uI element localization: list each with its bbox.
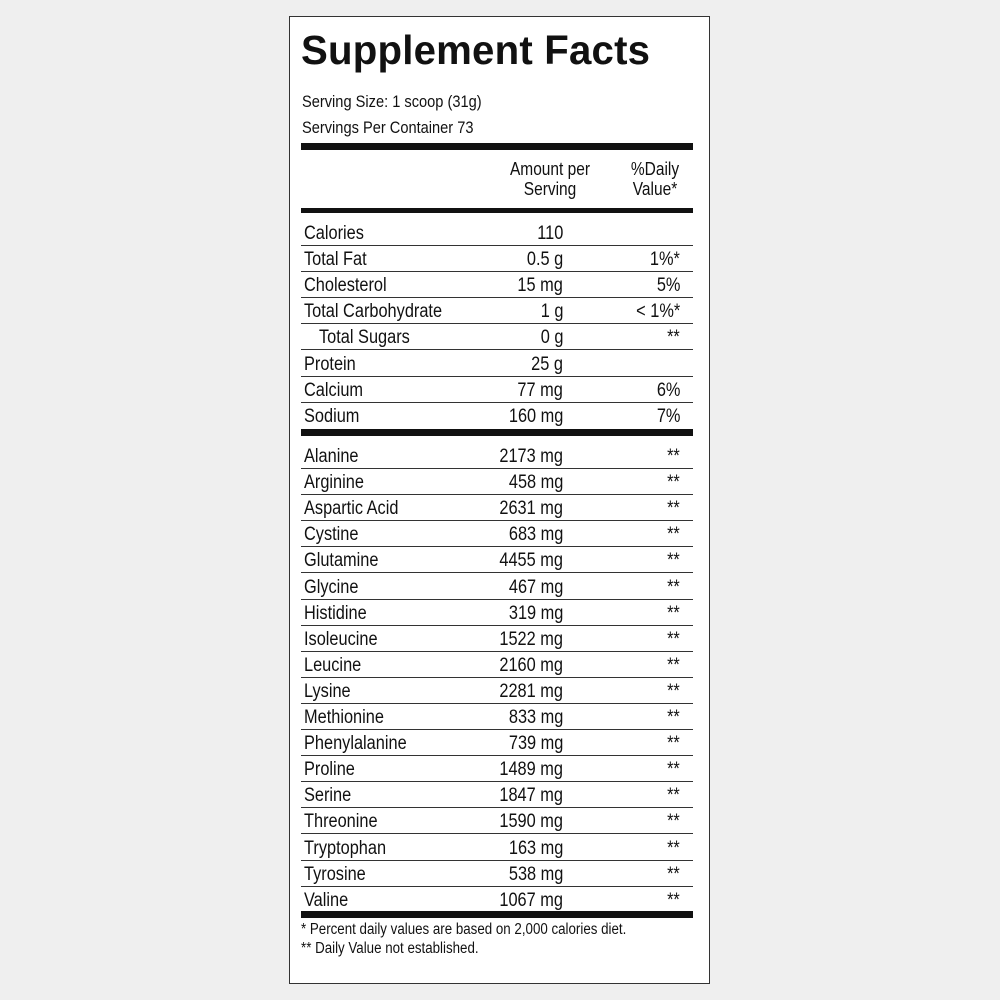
- nutrient-amount: 1067 mg: [499, 889, 563, 911]
- nutrient-name: Aspartic Acid: [304, 498, 399, 520]
- table-row: [301, 298, 693, 324]
- servings-per-container: Servings Per Container 73: [302, 118, 474, 137]
- serving-size: Serving Size: 1 scoop (31g): [302, 92, 482, 111]
- nutrient-amount: 2160 mg: [499, 654, 563, 676]
- nutrient-daily-value: **: [667, 707, 680, 728]
- table-row: [301, 835, 693, 861]
- table-row: [301, 730, 693, 756]
- table-row: [301, 887, 693, 913]
- table-row: [301, 324, 693, 350]
- nutrient-amount: 1522 mg: [499, 628, 563, 650]
- nutrient-daily-value: **: [667, 550, 680, 572]
- nutrient-name: Calcium: [304, 379, 364, 401]
- nutrient-amount: 1847 mg: [499, 785, 563, 807]
- nutrient-daily-value: **: [667, 837, 680, 859]
- nutrient-amount: 1489 mg: [499, 759, 563, 781]
- nutrient-amount: 833 mg: [508, 707, 563, 728]
- nutrient-daily-value: **: [667, 733, 680, 755]
- nutrient-name: Tryptophan: [304, 837, 387, 859]
- nutrient-name: Isoleucine: [304, 628, 378, 650]
- nutrient-daily-value: 7%: [656, 405, 680, 427]
- nutrient-name: Arginine: [304, 472, 364, 494]
- thick-divider-top: [301, 143, 693, 150]
- column-header-daily-value: %Daily Value*: [630, 159, 680, 199]
- nutrient-name: Glycine: [304, 576, 359, 598]
- nutrient-name: Tyrosine: [304, 863, 366, 885]
- nutrient-name: Cholesterol: [304, 275, 387, 297]
- nutrient-daily-value: 1%*: [650, 249, 680, 271]
- table-row: [301, 574, 693, 600]
- table-row: [301, 678, 693, 704]
- nutrient-name: Calories: [304, 223, 364, 244]
- nutrient-name: Cystine: [304, 524, 359, 546]
- nutrient-name: Total Carbohydrate: [304, 301, 443, 323]
- table-row: [301, 220, 693, 246]
- nutrient-daily-value: **: [667, 446, 680, 467]
- nutrient-daily-value: **: [667, 889, 680, 911]
- nutrient-amount: 2281 mg: [499, 680, 563, 702]
- nutrient-amount: 2631 mg: [499, 498, 563, 520]
- nutrient-amount: 15 mg: [517, 275, 563, 297]
- nutrient-daily-value: 5%: [656, 275, 680, 297]
- nutrient-name: Protein: [304, 353, 356, 375]
- nutrient-amount: 1590 mg: [499, 811, 563, 833]
- nutrient-amount: 319 mg: [508, 602, 563, 624]
- nutrient-name: Valine: [304, 889, 349, 911]
- nutrient-amount: 467 mg: [508, 576, 563, 598]
- table-row: [301, 351, 693, 377]
- nutrient-name: Total Sugars: [319, 327, 410, 349]
- nutrient-daily-value: **: [667, 327, 680, 349]
- column-header-amount: Amount per Serving: [509, 159, 591, 199]
- nutrient-daily-value: **: [667, 524, 680, 546]
- nutrient-name: Proline: [304, 759, 355, 781]
- nutrient-amount: 458 mg: [508, 472, 563, 494]
- nutrient-name: Sodium: [304, 405, 360, 427]
- nutrient-name: Threonine: [304, 811, 378, 833]
- nutrient-amount: 160 mg: [508, 405, 563, 427]
- panel-title: Supplement Facts: [301, 27, 651, 73]
- nutrient-amount: 2173 mg: [499, 446, 563, 467]
- nutrient-daily-value: **: [667, 498, 680, 520]
- nutrient-amount: 77 mg: [517, 379, 563, 401]
- table-row: [301, 377, 693, 403]
- table-row: [301, 626, 693, 652]
- nutrient-daily-value: **: [667, 863, 680, 885]
- nutrient-amount: 0.5 g: [526, 249, 563, 271]
- nutrient-amount: 739 mg: [508, 733, 563, 755]
- nutrient-amount: 163 mg: [508, 837, 563, 859]
- nutrient-name: Alanine: [304, 446, 359, 467]
- nutrient-name: Methionine: [304, 707, 384, 728]
- nutrient-daily-value: **: [667, 654, 680, 676]
- nutrient-name: Histidine: [304, 602, 367, 624]
- nutrient-name: Phenylalanine: [304, 733, 407, 755]
- table-row: [301, 403, 693, 429]
- table-row: [301, 808, 693, 834]
- nutrient-amount: 0 g: [540, 327, 563, 349]
- nutrient-daily-value: **: [667, 680, 680, 702]
- nutrient-daily-value: **: [667, 576, 680, 598]
- nutrient-daily-value: < 1%*: [635, 301, 680, 323]
- nutrient-amount: 25 g: [531, 353, 563, 375]
- thick-divider-bottom: [301, 911, 693, 918]
- nutrient-daily-value: 6%: [656, 379, 680, 401]
- table-row: [301, 600, 693, 626]
- nutrient-daily-value: **: [667, 759, 680, 781]
- thick-divider-header: [301, 208, 693, 213]
- nutrient-name: Serine: [304, 785, 352, 807]
- nutrient-name: Glutamine: [304, 550, 379, 572]
- nutrient-name: Total Fat: [304, 249, 367, 271]
- supplement-facts-panel: [289, 16, 710, 984]
- table-row: [301, 704, 693, 730]
- nutrient-daily-value: **: [667, 472, 680, 494]
- nutrient-amount: 683 mg: [508, 524, 563, 546]
- table-row: [301, 272, 693, 298]
- nutrient-name: Lysine: [304, 680, 351, 702]
- table-row: [301, 469, 693, 495]
- footnote-dv-not-established: ** Daily Value not established.: [301, 940, 479, 957]
- nutrient-amount: 1 g: [540, 301, 563, 323]
- table-row: [301, 756, 693, 782]
- table-row: [301, 521, 693, 547]
- table-row: [301, 246, 693, 272]
- nutrient-daily-value: **: [667, 602, 680, 624]
- nutrient-name: Leucine: [304, 654, 362, 676]
- table-row: [301, 652, 693, 678]
- table-row: [301, 495, 693, 521]
- nutrient-daily-value: **: [667, 628, 680, 650]
- nutrient-daily-value: **: [667, 785, 680, 807]
- table-row: [301, 547, 693, 573]
- nutrient-amount: 538 mg: [508, 863, 563, 885]
- table-row: [301, 443, 693, 469]
- thick-divider-middle: [301, 429, 693, 436]
- footnote-percent-daily: * Percent daily values are based on 2,000 calories diet.: [301, 921, 627, 938]
- table-row: [301, 782, 693, 808]
- nutrient-daily-value: **: [667, 811, 680, 833]
- nutrient-amount: 110: [536, 223, 563, 244]
- table-row: [301, 861, 693, 887]
- nutrient-amount: 4455 mg: [499, 550, 563, 572]
